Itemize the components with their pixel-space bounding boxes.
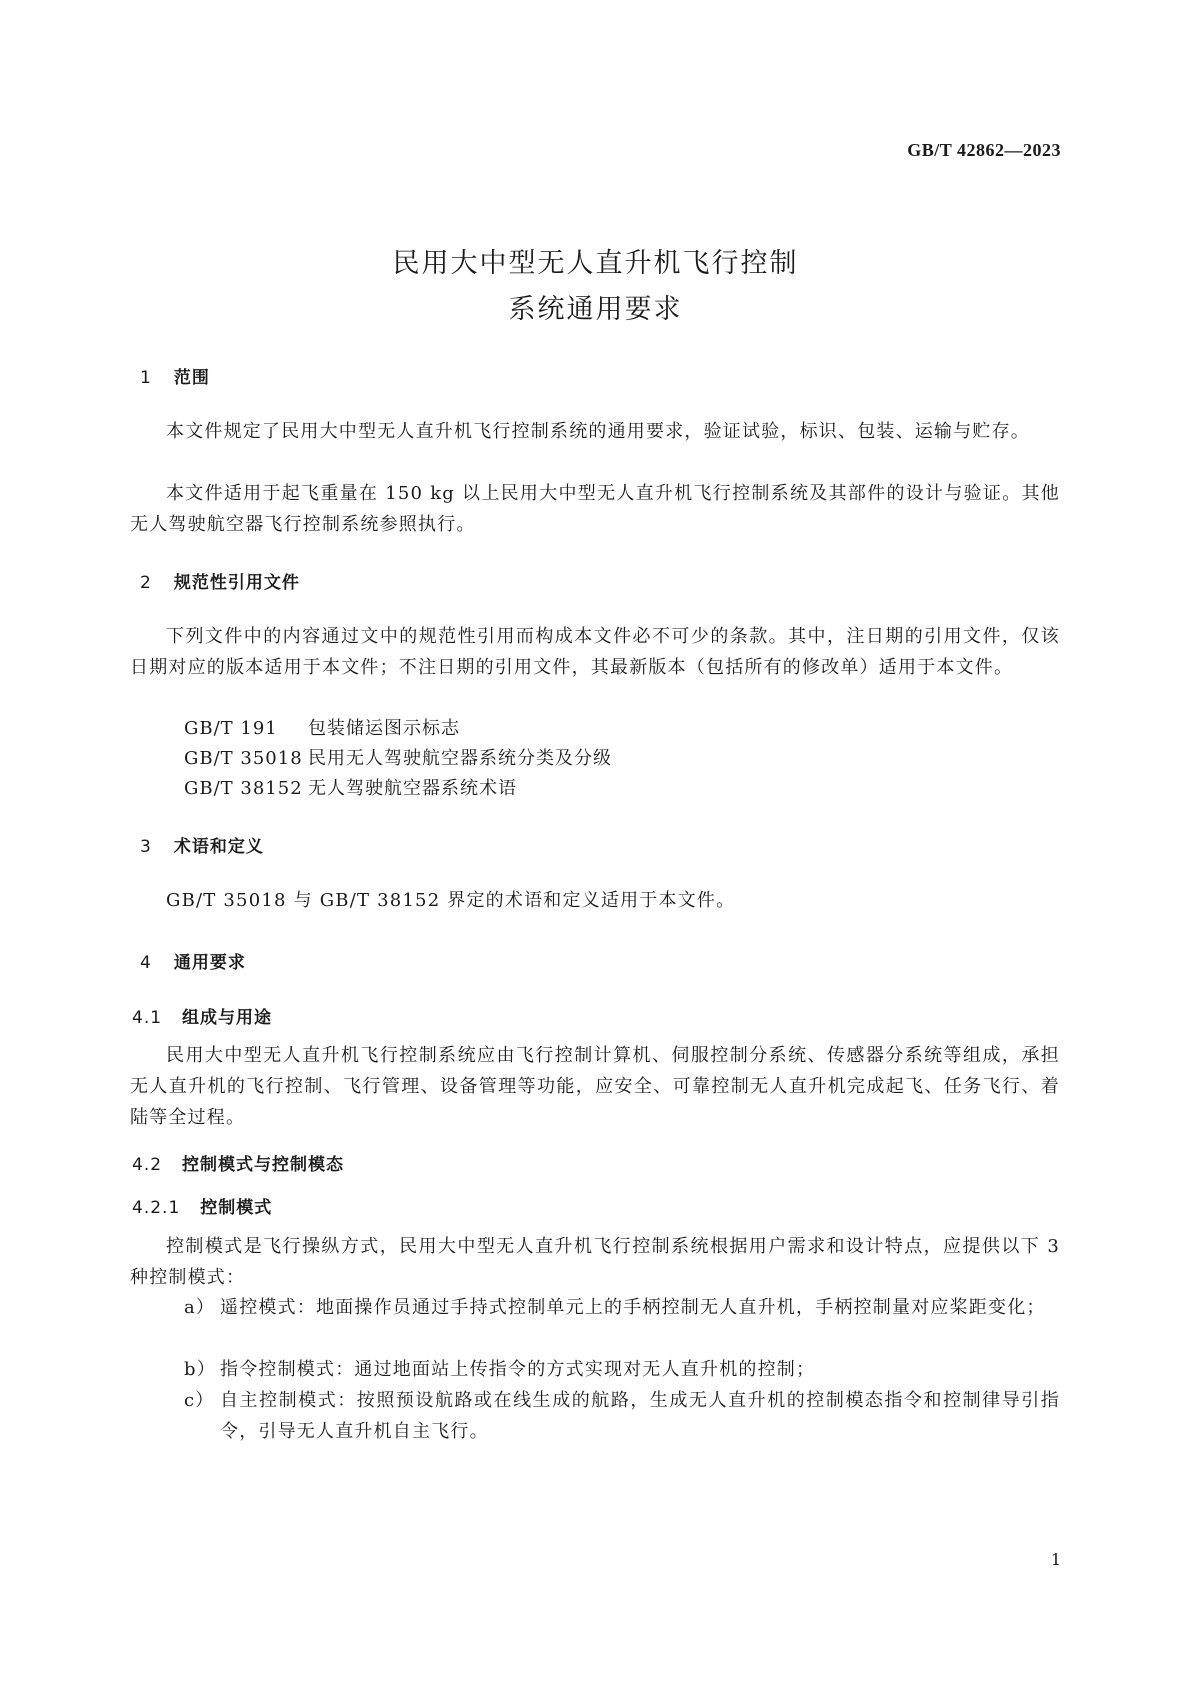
list-item-text: 遥控模式：地面操作员通过手持式控制单元上的手柄控制无人直升机，手柄控制量对应桨距变化； [220,1297,1046,1318]
document-title-line2: 系统通用要求 [508,294,683,325]
section-2-paragraph-1: 下列文件中的内容通过文中的规范性引用而构成本文件必不可少的条款。其中，注日期的引用文件，仅该日期对应的版本适用于本文件；不注日期的引用文件，其最新版本（包括所有的修改单）适用于本文件。 [130,626,1060,678]
section-3-heading [140,832,264,857]
section-number: 4.2.1 [132,1198,181,1218]
list-item-text: 自主控制模式：按照预设航路或在线生成的航路，生成无人直升机的控制模态指令和控制律导引指令，引导无人直升机自主飞行。 [220,1390,1060,1442]
section-4-heading [140,948,246,973]
normative-reference [184,774,517,800]
list-item-label: c） [184,1390,215,1411]
section-4-2-1-heading [132,1193,272,1218]
section-3-paragraph-1: GB/T 35018 与 GB/T 38152 界定的术语和定义适用于本文件。 [166,890,736,911]
list-item [184,1292,1060,1323]
section-title: 规范性引用文件 [173,573,300,593]
section-number: 4 [140,953,152,973]
section-1-heading [140,363,210,388]
section-2-heading [140,568,300,593]
section-number: 4.2 [132,1155,163,1175]
list-item [184,1385,1060,1447]
section-title: 组成与用途 [182,1008,273,1028]
list-item-label: b） [184,1359,216,1380]
section-1-paragraph-2: 本文件适用于起飞重量在 150 kg 以上民用大中型无人直升机飞行控制系统及其部件的设计与验证。其他无人驾驶航空器飞行控制系统参照执行。 [130,483,1060,535]
reference-title: 包装储运图示标志 [308,718,460,739]
reference-title: 民用无人驾驶航空器系统分类及分级 [308,748,612,769]
section-number: 1 [140,368,152,388]
section-4-2-heading [132,1150,344,1175]
section-4-2-1-paragraph-1: 控制模式是飞行操纵方式，民用大中型无人直升机飞行控制系统根据用户需求和设计特点，应提供以下 3 种控制模式： [130,1236,1060,1288]
section-number: 2 [140,573,152,593]
normative-reference [184,714,460,740]
document-title-line1: 民用大中型无人直升机飞行控制 [392,248,799,279]
normative-reference [184,744,612,770]
standard-number: GB/T 42862—2023 [907,140,1061,160]
reference-code: GB/T 38152 [184,778,303,799]
reference-code: GB/T 35018 [184,748,303,769]
section-1-paragraph-1: 本文件规定了民用大中型无人直升机飞行控制系统的通用要求，验证试验，标识、包装、运输与贮存。 [166,421,1030,442]
page-number: 1 [1050,1550,1061,1569]
section-4-1-heading [132,1003,272,1028]
list-item [184,1354,1060,1385]
reference-title: 无人驾驶航空器系统术语 [308,778,517,799]
list-item-text: 指令控制模式：通过地面站上传指令的方式实现对无人直升机的控制； [220,1359,816,1380]
section-4-1-paragraph-1: 民用大中型无人直升机飞行控制系统应由飞行控制计算机、伺服控制分系统、传感器分系统等组成，承担无人直升机的飞行控制、飞行管理、设备管理等功能，应安全、可靠控制无人直升机完成起飞、任务飞行、着陆等全过程。 [130,1045,1060,1128]
section-title: 控制模式 [200,1198,273,1218]
section-title: 通用要求 [173,953,246,973]
section-number: 3 [140,837,152,857]
section-title: 控制模式与控制模态 [182,1155,345,1175]
section-number: 4.1 [132,1008,163,1028]
section-title: 范围 [173,368,210,388]
list-item-label: a） [184,1297,216,1318]
section-title: 术语和定义 [173,837,264,857]
reference-code: GB/T 191 [184,718,278,739]
